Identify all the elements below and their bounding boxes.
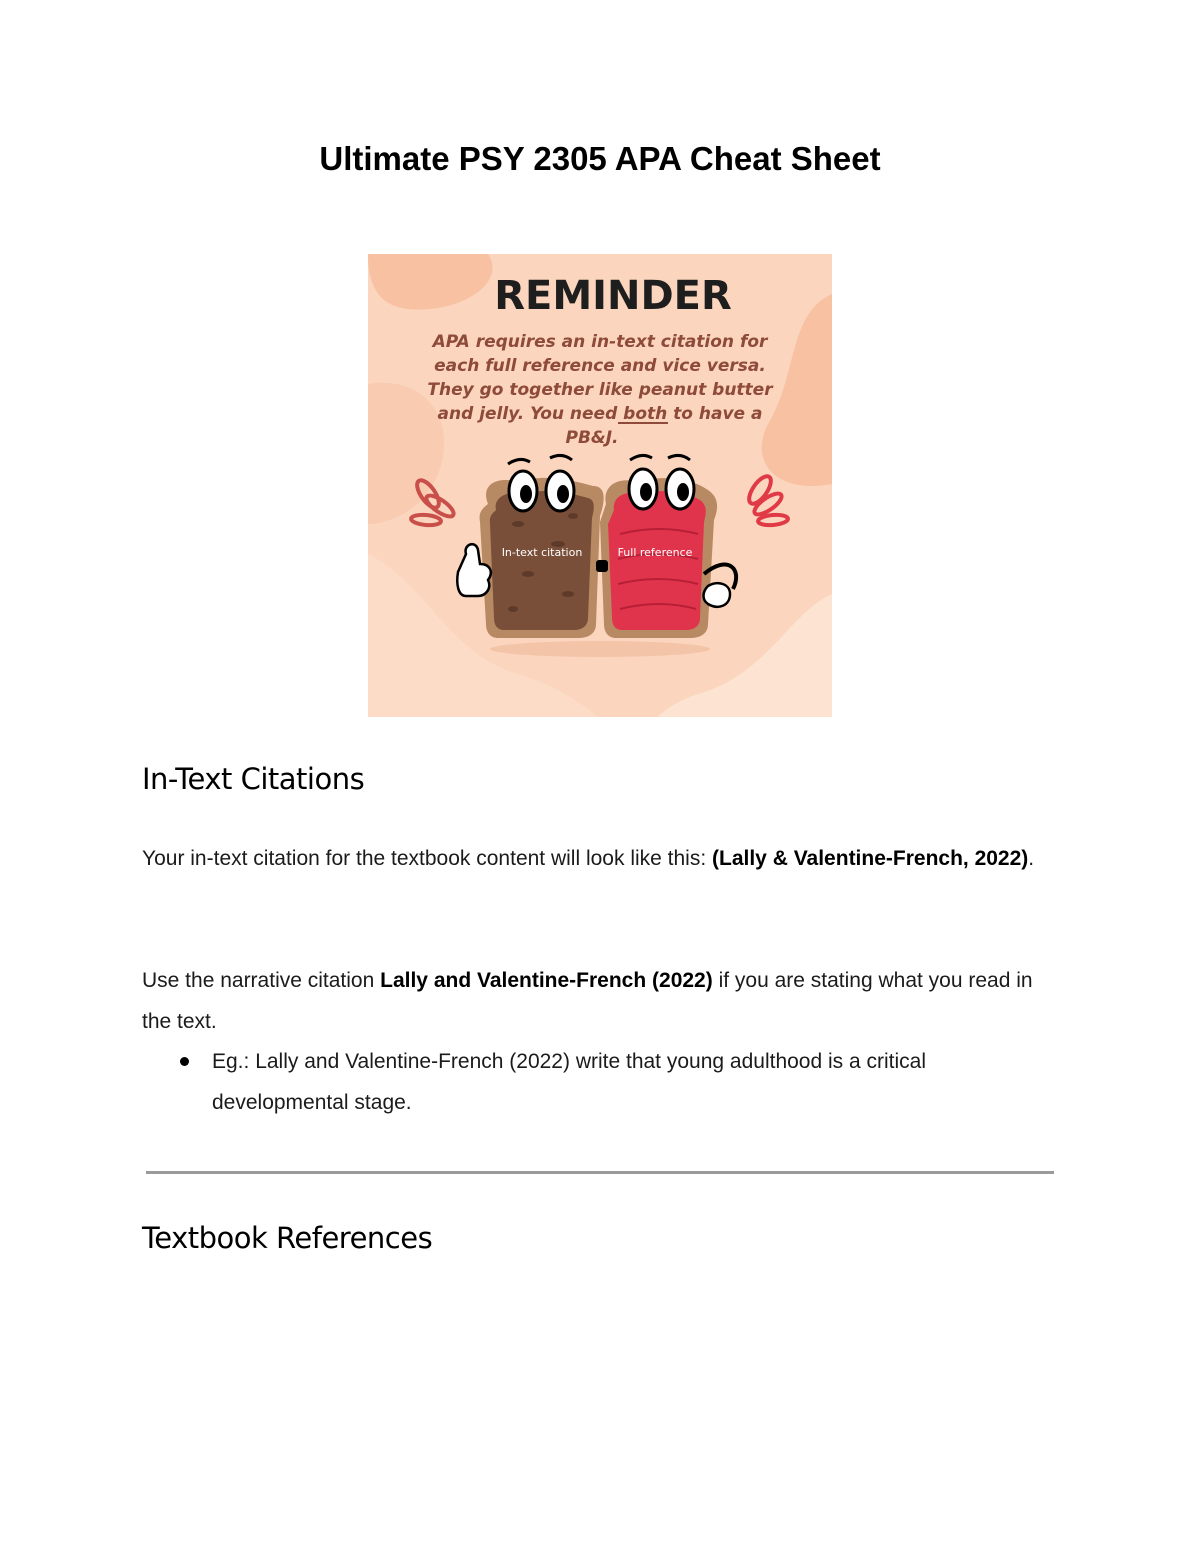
in-text-citations-heading: In-Text Citations [142,762,365,796]
reminder-line-3: They go together like peanut butter [427,380,773,400]
list-item [142,1041,1042,1123]
in-text-paragraph-1 [142,838,1042,879]
horizontal-divider [146,1171,1054,1174]
p1-end: . [1028,847,1035,870]
reminder-line-5: PB&J. [565,428,619,448]
example-list [142,1041,1042,1123]
in-text-paragraph-2 [142,960,1042,1042]
p2-narrative-citation: Lally and Valentine-French (2022) [380,969,713,992]
right-bread-label: Full reference [617,546,693,559]
left-bread-label: In-text citation [501,546,583,559]
bread-shadow [490,641,710,657]
reminder-line-1: APA requires an in-text citation for [432,332,768,352]
reminder-image [368,254,832,717]
p1-text: Your in-text citation for the textbook content will look like this: [142,847,713,870]
reminder-line-2: each full reference and vice versa. [434,356,766,376]
reminder-line-4: and jelly. You need both to have a [437,404,763,424]
p2-text: Use the narrative citation [142,969,381,992]
textbook-references-heading: Textbook References [142,1221,433,1255]
bullet-icon [180,1057,189,1066]
document-title: Ultimate PSY 2305 APA Cheat Sheet [319,140,881,177]
p1-citation: (Lally & Valentine-French, 2022) [712,847,1029,870]
p2-end: if you are stating what you read in the text. [142,969,1033,1033]
held-hands [596,560,608,572]
example-text: Eg.: Lally and Valentine-French (2022) write that young adulthood is a critical developmental stage. [212,1050,927,1114]
reminder-heading: REMINDER [494,273,732,319]
